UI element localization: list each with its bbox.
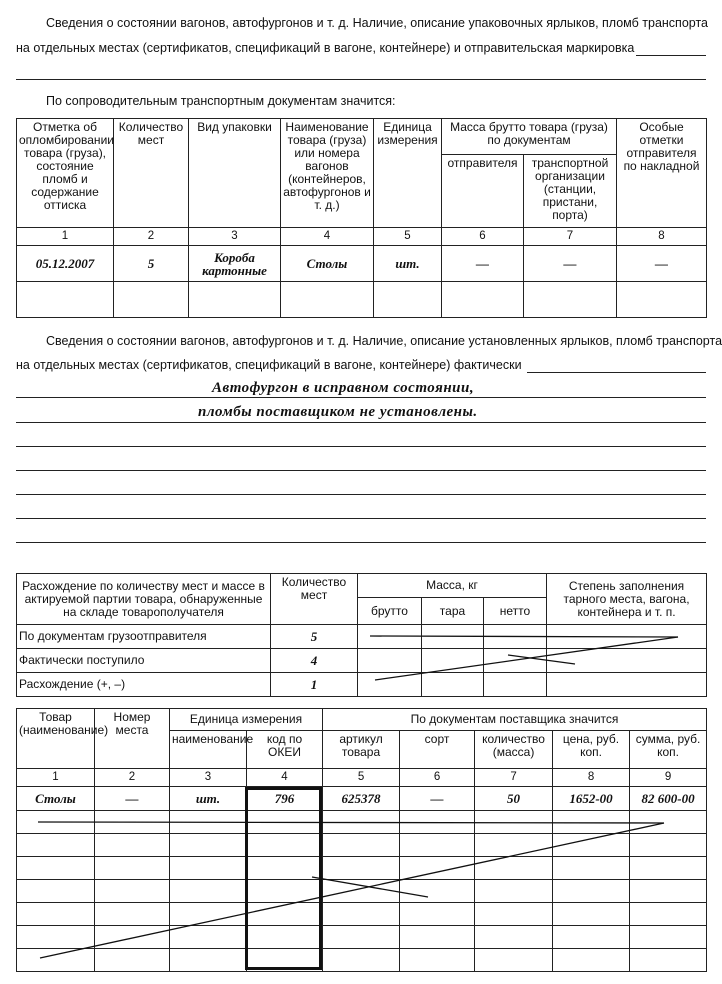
empty-cell xyxy=(475,949,553,972)
col-number: 6 xyxy=(442,228,524,246)
fill-line xyxy=(16,397,706,398)
empty-cell xyxy=(323,903,400,926)
header-place-number: Номер места xyxy=(95,709,170,769)
cell-price: 1652-00 xyxy=(553,787,630,811)
empty-cell xyxy=(484,673,547,697)
empty-cell xyxy=(170,949,247,972)
header-price: цена, руб. коп. xyxy=(553,731,630,769)
header-sum: сумма, руб. коп. xyxy=(630,731,707,769)
empty-cell xyxy=(323,926,400,949)
col-number: 1 xyxy=(17,228,114,246)
empty-cell xyxy=(400,903,475,926)
empty-cell xyxy=(323,880,400,903)
empty-cell xyxy=(553,903,630,926)
header-sort: сорт xyxy=(400,731,475,769)
fill-line xyxy=(16,422,706,423)
col-number: 5 xyxy=(374,228,442,246)
header-okei-code: код по ОКЕИ xyxy=(247,731,323,769)
empty-cell xyxy=(17,926,95,949)
empty-cell xyxy=(553,857,630,880)
row-label-diff: Расхождение (+, –) xyxy=(17,673,271,697)
empty-cell xyxy=(323,949,400,972)
cell-sum: 82 600-00 xyxy=(630,787,707,811)
cell-unit: шт. xyxy=(374,246,442,282)
row-label-actual: Фактически поступило xyxy=(17,649,271,673)
col-number: 8 xyxy=(617,228,707,246)
empty-cell xyxy=(442,282,524,318)
empty-cell xyxy=(400,811,475,834)
empty-cell xyxy=(422,649,484,673)
cell-packaging: Короба картонные xyxy=(189,246,281,282)
empty-cell xyxy=(170,834,247,857)
empty-cell xyxy=(547,625,707,649)
col-number: 7 xyxy=(475,769,553,787)
empty-cell xyxy=(553,880,630,903)
cell-place-number: — xyxy=(95,787,170,811)
header-netto: нетто xyxy=(484,598,547,625)
empty-cell xyxy=(422,625,484,649)
header-unit-measure: Единица измерения xyxy=(170,709,323,731)
header-goods: Товар (наименование) xyxy=(17,709,95,769)
empty-cell xyxy=(630,880,707,903)
empty-cell xyxy=(475,880,553,903)
fill-line xyxy=(16,542,706,543)
header-supplier-docs: По документам поставщика значится xyxy=(323,709,707,731)
empty-cell xyxy=(17,949,95,972)
col-number: 4 xyxy=(247,769,323,787)
cell-unit-name: шт. xyxy=(170,787,247,811)
header-seal: Отметка об опломбировании товара (груза), состояние пломб и содержание оттиска xyxy=(17,119,114,228)
col-number: 4 xyxy=(281,228,374,246)
header-fill-degree: Степень заполнения тарного места, вагона, контейнера и т. п. xyxy=(547,574,707,625)
empty-cell xyxy=(484,649,547,673)
supplier-goods-table xyxy=(16,708,707,972)
empty-cell xyxy=(189,282,281,318)
cell-sort: — xyxy=(400,787,475,811)
empty-cell xyxy=(630,857,707,880)
header-special-marks: Особые отметки отправителя по накладной xyxy=(617,119,707,228)
empty-cell xyxy=(17,834,95,857)
header-gross-mass: Масса брутто товара (груза) по документам xyxy=(442,119,617,155)
empty-cell xyxy=(170,880,247,903)
empty-cell xyxy=(358,649,422,673)
col-number: 8 xyxy=(553,769,630,787)
empty-cell xyxy=(17,857,95,880)
empty-cell xyxy=(323,834,400,857)
col-number: 3 xyxy=(189,228,281,246)
header-discrepancy: Расхождение по количеству мест и массе в актируемой партии товара, обнаруженные на складе товарополучателя xyxy=(17,574,271,625)
empty-cell xyxy=(630,926,707,949)
empty-cell xyxy=(17,282,114,318)
fill-line xyxy=(16,518,706,519)
okei-highlight-box xyxy=(245,787,322,970)
empty-cell xyxy=(547,649,707,673)
fill-line xyxy=(16,470,706,471)
empty-cell xyxy=(323,857,400,880)
col-number: 2 xyxy=(114,228,189,246)
fill-line xyxy=(16,446,706,447)
empty-cell xyxy=(170,857,247,880)
empty-cell xyxy=(475,903,553,926)
row-label-docs: По документам грузоотправителя xyxy=(17,625,271,649)
empty-cell xyxy=(630,949,707,972)
cell-special-marks: — xyxy=(617,246,707,282)
header-unit-name: наименование xyxy=(170,731,247,769)
col-number: 1 xyxy=(17,769,95,787)
empty-cell xyxy=(170,926,247,949)
col-number: 7 xyxy=(524,228,617,246)
col-number: 5 xyxy=(323,769,400,787)
empty-cell xyxy=(400,949,475,972)
empty-cell xyxy=(17,811,95,834)
empty-cell xyxy=(95,834,170,857)
empty-cell xyxy=(170,903,247,926)
empty-cell xyxy=(95,857,170,880)
empty-cell xyxy=(400,880,475,903)
transport-docs-table xyxy=(16,118,707,318)
header-sender: отправителя xyxy=(442,155,524,228)
empty-cell xyxy=(484,625,547,649)
header-goods-name: Наименование товара (груза) или номера вагонов (контейнеров, автофургонов и т. д.) xyxy=(281,119,374,228)
empty-cell xyxy=(323,811,400,834)
cell-seal-date: 05.12.2007 xyxy=(17,246,114,282)
fill-line xyxy=(16,494,706,495)
cell-docs-places: 5 xyxy=(271,625,358,649)
empty-cell xyxy=(374,282,442,318)
middle-info-line-2: на отдельных местах (сертификатов, спецификаций в вагоне, контейнере) фактически xyxy=(16,358,522,372)
top-info-line-2: на отдельных местах (сертификатов, спецификаций в вагоне, контейнере) и отправительская маркировка xyxy=(16,41,635,55)
col-number: 6 xyxy=(400,769,475,787)
empty-cell xyxy=(17,880,95,903)
col-number: 3 xyxy=(170,769,247,787)
empty-cell xyxy=(95,811,170,834)
empty-cell xyxy=(422,673,484,697)
header-brutto: брутто xyxy=(358,598,422,625)
empty-cell xyxy=(630,903,707,926)
middle-info-line-1: Сведения о состоянии вагонов, автофургонов и т. д. Наличие, описание установленных ярлыков, пломб транспорта xyxy=(46,334,722,348)
empty-cell xyxy=(95,949,170,972)
header-places: Количество мест xyxy=(114,119,189,228)
empty-cell xyxy=(114,282,189,318)
empty-cell xyxy=(553,949,630,972)
header-mass-kg: Масса, кг xyxy=(358,574,547,598)
cell-goods-name: Столы xyxy=(281,246,374,282)
empty-cell xyxy=(170,811,247,834)
empty-cell xyxy=(400,834,475,857)
empty-cell xyxy=(475,926,553,949)
empty-cell xyxy=(553,834,630,857)
fill-line xyxy=(636,55,706,56)
handwritten-note-1: Автофургон в исправном состоянии, xyxy=(212,380,475,396)
fill-line xyxy=(527,372,706,373)
header-transport-org: транспортной организации (станции, пристани, порта) xyxy=(524,155,617,228)
empty-cell xyxy=(95,903,170,926)
empty-cell xyxy=(95,926,170,949)
empty-cell xyxy=(281,282,374,318)
discrepancy-table xyxy=(16,573,707,697)
empty-cell xyxy=(547,673,707,697)
cell-okei-code: 796 xyxy=(247,787,323,811)
cell-article: 625378 xyxy=(323,787,400,811)
empty-cell xyxy=(358,673,422,697)
col-number: 2 xyxy=(95,769,170,787)
top-info-line-1: Сведения о состоянии вагонов, автофургонов и т. д. Наличие, описание упаковочных ярлыков, пломб транспорта xyxy=(46,16,708,30)
empty-cell xyxy=(95,880,170,903)
cell-actual-places: 4 xyxy=(271,649,358,673)
cell-quantity: 50 xyxy=(475,787,553,811)
empty-cell xyxy=(475,857,553,880)
empty-cell xyxy=(630,834,707,857)
header-article: артикул товара xyxy=(323,731,400,769)
doc-intro: По сопроводительным транспортным документам значится: xyxy=(46,94,396,108)
empty-cell xyxy=(475,811,553,834)
handwritten-note-2: пломбы поставщиком не установлены. xyxy=(198,404,478,420)
header-places-count: Количество мест xyxy=(271,574,358,625)
empty-cell xyxy=(475,834,553,857)
empty-cell xyxy=(400,857,475,880)
header-tara: тара xyxy=(422,598,484,625)
empty-cell xyxy=(358,625,422,649)
header-unit: Единица измерения xyxy=(374,119,442,228)
empty-cell xyxy=(17,903,95,926)
empty-cell xyxy=(553,811,630,834)
cell-transport-mass: — xyxy=(524,246,617,282)
cell-diff-places: 1 xyxy=(271,673,358,697)
empty-cell xyxy=(400,926,475,949)
header-quantity: количество (масса) xyxy=(475,731,553,769)
cell-goods: Столы xyxy=(17,787,95,811)
fill-line xyxy=(16,79,706,80)
header-packaging: Вид упаковки xyxy=(189,119,281,228)
empty-cell xyxy=(553,926,630,949)
empty-cell xyxy=(630,811,707,834)
empty-cell xyxy=(524,282,617,318)
cell-places: 5 xyxy=(114,246,189,282)
empty-cell xyxy=(617,282,707,318)
col-number: 9 xyxy=(630,769,707,787)
cell-sender-mass: — xyxy=(442,246,524,282)
